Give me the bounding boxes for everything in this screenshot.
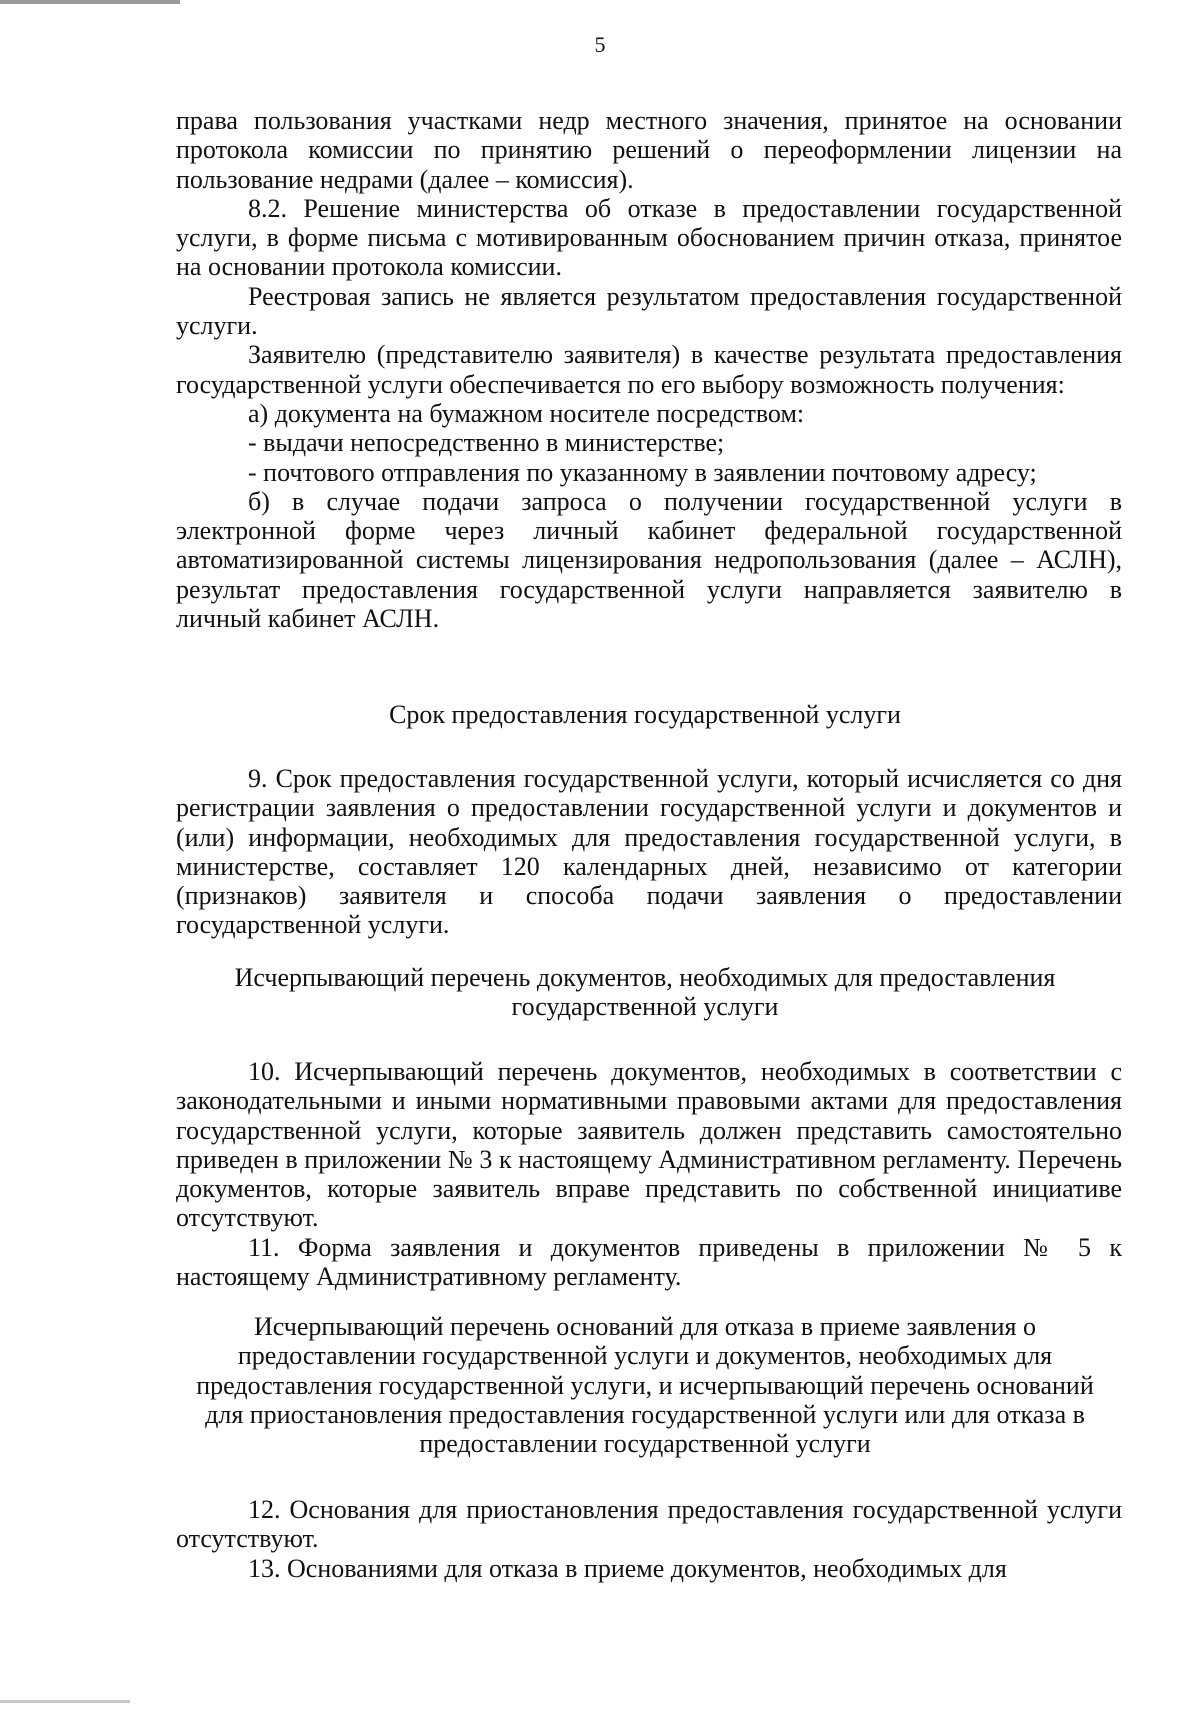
scan-edge-mark <box>0 0 180 4</box>
paragraph: 13. Основаниями для отказа в приеме документов, необходимых для <box>248 1553 1007 1583</box>
section-result <box>176 106 1122 633</box>
section-heading <box>150 1312 1140 1458</box>
paragraph: 10. Исчерпывающий перечень документов, необходимых в соответствии с законодательными и иными нормативными правовыми актами для предоставления государственной услуги, которые заявитель должен представить самостоятельно приведен в приложении № 3 к настоящему Административном регламенту. Перечень документов, которые заявитель вправе представить по собственной инициативе отсутствуют. <box>176 1057 1122 1233</box>
heading-line: Исчерпывающий перечень оснований для отказа в приеме заявления о <box>253 1312 1036 1341</box>
list-item: - выдачи непосредственно в министерстве; <box>248 428 725 458</box>
list-item: а) документа на бумажном носителе посредством: <box>248 398 805 428</box>
paragraph: права пользования участками недр местного значения, принятое на основании протокола комиссии по принятию решений о переоформлении лицензии на пользование недрами (далее – комиссия). <box>176 106 1122 194</box>
paragraph: 11. Форма заявления и документов приведены в приложении № 5 к настоящему Административному регламенту. <box>176 1232 1122 1292</box>
scan-edge-mark <box>0 1700 130 1703</box>
heading-line: государственной услуги <box>511 992 779 1022</box>
section-term <box>176 764 1122 940</box>
page-number: 5 <box>594 32 606 57</box>
list-item: - почтового отправления по указанному в заявлении почтовому адресу; <box>248 457 1037 487</box>
paragraph: 9. Срок предоставления государственной услуги, который исчисляется со дня регистрации заявления о предоставлении государственной услуги и документов и (или) информации, необходимых для предоставления государственной услуги, в министерстве, составляет 120 календарных дней, независимо от категории (признаков) заявителя и способа подачи заявления о предоставлении государственной услуги. <box>176 764 1122 940</box>
paragraph: Заявителю (представителю заявителя) в качестве результата предоставления государственной услуги обеспечивается по его выбору возможность получения: <box>176 340 1122 399</box>
paragraph: 12. Основания для приостановления предоставления государственной услуги отсутствуют. <box>176 1495 1122 1554</box>
heading-line: Исчерпывающий перечень документов, необходимых для предоставления <box>234 963 1056 992</box>
heading-line: предоставлении государственной услуги и документов, необходимых для <box>237 1341 1053 1371</box>
section-heading <box>150 963 1140 1022</box>
heading-line: Срок предоставления государственной услуги <box>389 700 901 729</box>
paragraph: 8.2. Решение министерства об отказе в предоставлении государственной услуги, в форме письма с мотивированным обоснованием причин отказа, принятое на основании протокола комиссии. <box>176 193 1122 282</box>
list-item: б) в случае подачи запроса о получении государственной услуги в электронной форме через личный кабинет федеральной государственной автоматизированной системы лицензирования недропользования (далее – АСЛН), результат предоставления государственной услуги направляется заявителю в личный кабинет АСЛН. <box>176 486 1122 634</box>
paragraph: Реестровая запись не является результатом предоставления государственной услуги. <box>176 281 1122 341</box>
section-documents <box>176 1057 1122 1291</box>
heading-line: предоставления государственной услуги, и исчерпывающий перечень оснований <box>196 1370 1094 1400</box>
heading-line: для приостановления предоставления государственной услуги или для отказа в <box>205 1399 1085 1429</box>
heading-line: предоставлении государственной услуги <box>419 1429 871 1459</box>
section-grounds <box>176 1495 1122 1583</box>
section-heading <box>150 700 1140 729</box>
